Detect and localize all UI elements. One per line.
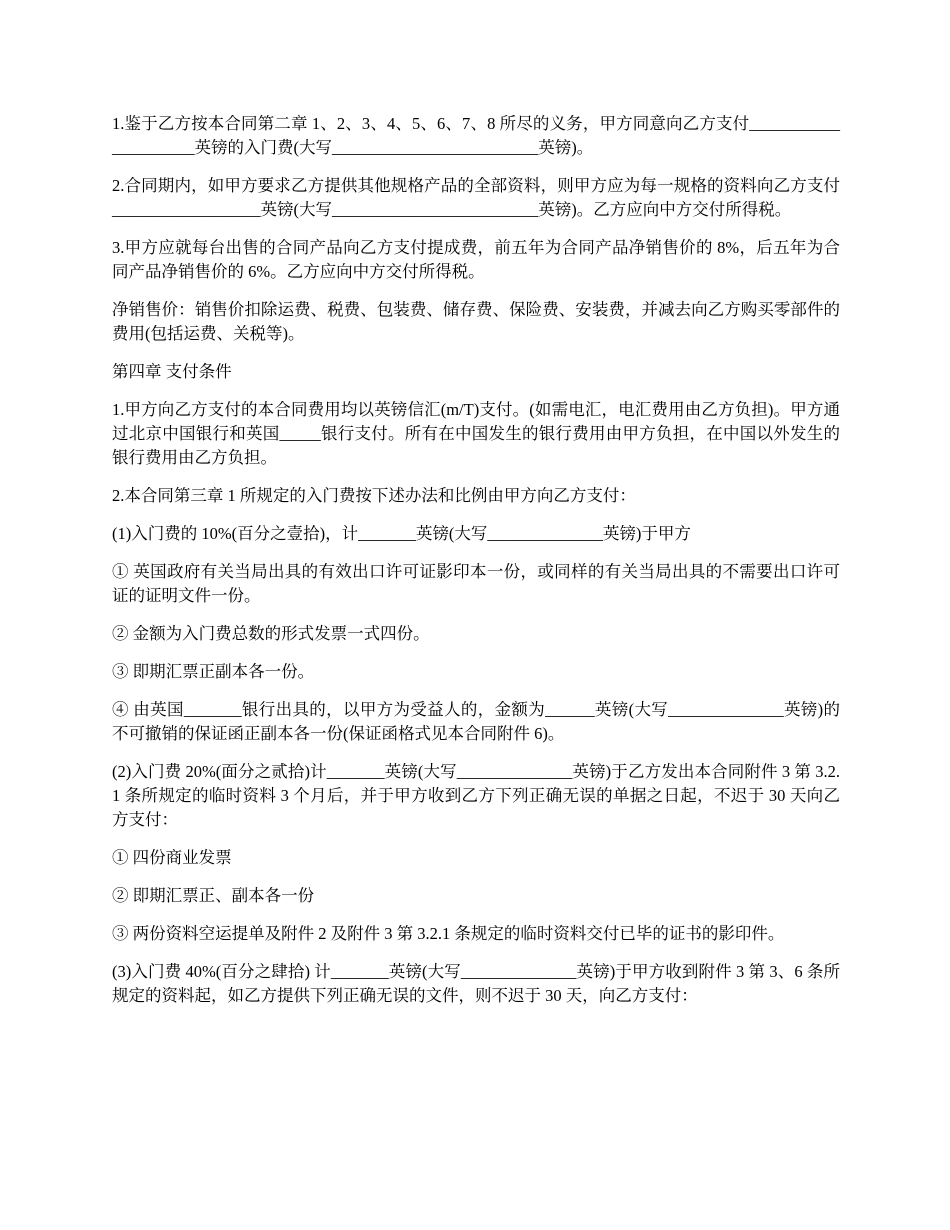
document-item: ③ 两份资料空运提单及附件 2 及附件 3 第 3.2.1 条规定的临时资料交付已毕的证书的影印件。 (112, 924, 785, 943)
document-item: ② 金额为入门费总数的形式发票一式四份。 (112, 624, 430, 643)
installment-2: (2)入门费 20%(面分之贰拾)计_______英镑(大写______________英镑)于乙方发出本合同附件 3 第 3.2.1 条所规定的临时资料 3 个月后，并于甲方收到乙方下列正确无误的单据之日起，不迟于 30 天向乙方支付： (112, 762, 840, 829)
clause-payment-schedule: 2.本合同第三章 1 所规定的入门费按下述办法和比例由甲方向乙方支付： (112, 486, 636, 505)
document-item: ② 即期汇票正、副本各一份 (112, 886, 315, 905)
clause-payment-method: 1.甲方向乙方支付的本合同费用均以英镑信汇(m/T)支付。(如需电汇，电汇费用由乙方负担)。甲方通过北京中国银行和英国_____银行支付。所有在中国发生的银行费用由甲方负担，在中国以外发生的银行费用由乙方负担。 (112, 400, 840, 467)
document-item: ④ 由英国_______银行出具的，以甲方为受益人的，金额为______英镑(大写______________英镑)的不可撤销的保证函正副本各一份(保证函格式见本合同附件 6)。 (112, 700, 840, 743)
clause-other-specs-fee: 2.合同期内，如甲方要求乙方提供其他规格产品的全部资料，则甲方应为每一规格的资料向乙方支付__________________英镑(大写_________________________英镑)。乙方应向中方交付所得税。 (112, 176, 840, 219)
clause-royalty: 3.甲方应就每台出售的合同产品向乙方支付提成费，前五年为合同产品净销售价的 8%，后五年为合同产品净销售价的 6%。乙方应向中方交付所得税。 (112, 238, 840, 281)
document-item: ① 英国政府有关当局出具的有效出口许可证影印本一份，或同样的有关当局出具的不需要出口许可证的证明文件一份。 (112, 562, 840, 605)
chapter-heading: 第四章 支付条件 (112, 362, 232, 381)
document-page (112, 112, 840, 1022)
document-item: ③ 即期汇票正副本各一份。 (112, 662, 315, 681)
document-item: ① 四份商业发票 (112, 848, 232, 867)
net-sales-price-definition: 净销售价：销售价扣除运费、税费、包装费、储存费、保险费、安装费，并减去向乙方购买零部件的费用(包括运费、关税等)。 (112, 300, 840, 343)
clause-entrance-fee: 1.鉴于乙方按本合同第二章 1、2、3、4、5、6、7、8 所尽的义务，甲方同意向乙方支付_____________________英镑的入门费(大写_________________________英镑)。 (112, 114, 840, 157)
installment-3: (3)入门费 40%(百分之肆拾) 计_______英镑(大写______________英镑)于甲方收到附件 3 第 3、6 条所规定的资料起，如乙方提供下列正确无误的文件，则不迟于 30 天，向乙方支付： (112, 962, 840, 1005)
installment-1: (1)入门费的 10%(百分之壹拾)，计_______英镑(大写______________英镑)于甲方 (112, 524, 691, 543)
